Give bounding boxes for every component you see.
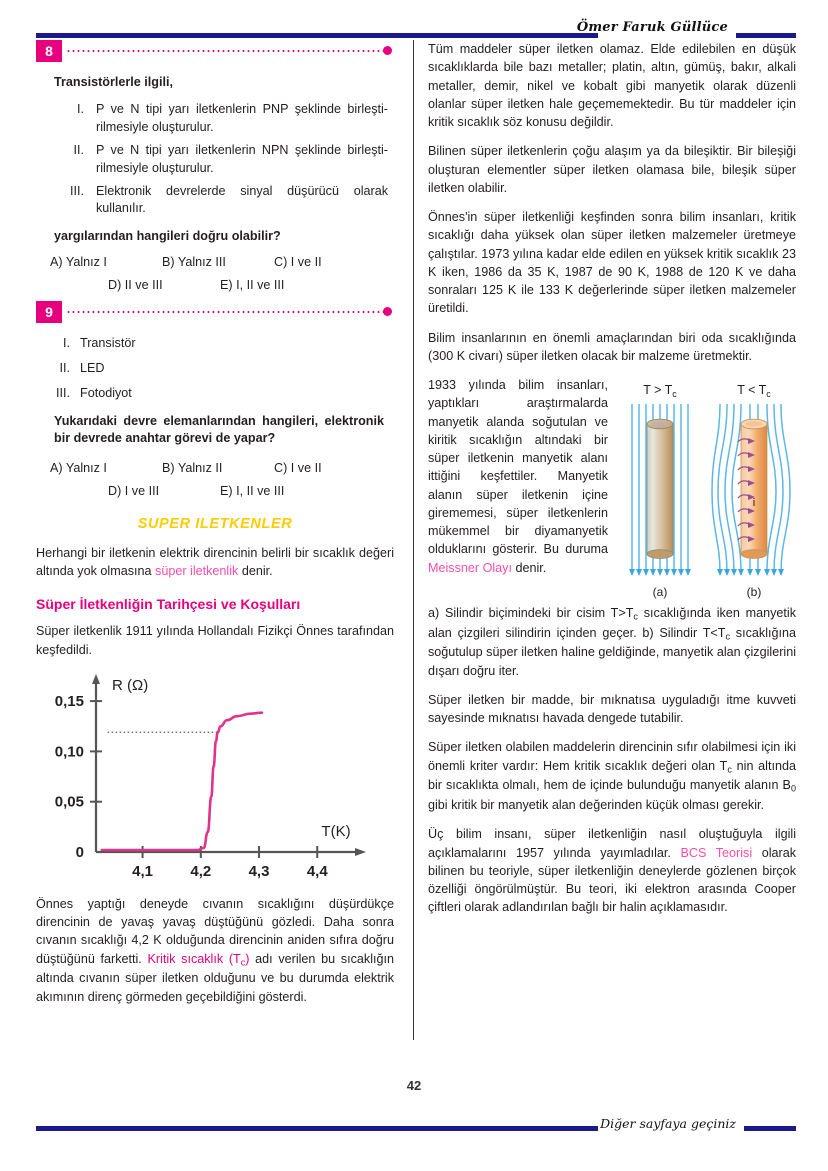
intro-paragraph xyxy=(36,544,394,581)
list-item xyxy=(36,385,380,403)
figure-caption-b: (b) xyxy=(746,585,762,599)
figcap-seg-3: sıcaklığına soğutulup süper iletken haline geldiğinde, manyetik alan çizgilerini dışarı doğru iter. xyxy=(428,625,796,678)
bcs-paragraph xyxy=(428,825,796,916)
resistance-temperature-chart xyxy=(36,670,386,885)
question-8-items xyxy=(36,101,394,218)
footer-rule-right xyxy=(744,1126,796,1131)
chart-x-tick-label: 4,4 xyxy=(306,862,328,880)
bcs-before: Üç bilim insanı, süper iletkenliğin nasıl oluştuğuyla ilgili açıklamalarını 1957 yılında yayımladılar. xyxy=(428,827,796,860)
page-footer xyxy=(36,1116,796,1140)
footer-note: Diğer sayfaya geçiniz xyxy=(600,1116,736,1131)
criteria-sub-2: 0 xyxy=(790,783,796,794)
list-item xyxy=(36,335,380,353)
item-number: II. xyxy=(59,361,70,376)
svg-text:T(K): T(K) xyxy=(321,822,351,840)
item-text: P ve N tipi yarı iletkenlerin NPN şeklinde birleşti-rilmesiyle oluşturulur. xyxy=(96,142,388,175)
question-block-9 xyxy=(36,301,394,498)
figure-caption-paragraph xyxy=(428,604,796,680)
paragraph-3: Önnes'in süper iletkenliği keşfinden sonra bilim insanları, kritik sıcaklığı daha yüksek olan süper iletken malzemeler üretmeye çalıştılar. 1973 yılına kadar elde edilen en yüksek kritik sıcaklık 23 K iken, 1986 da 35 K, 1987 de 90 K, 1988 de 120 K ve daha sonraları 125 K ile 133 K değerlerinde süper iletken malzemeler üretildi. xyxy=(428,210,796,316)
paragraph-2: Bilinen süper iletkenlerin çoğu alaşım ya da bileşiktir. Bir bileşiği oluşturan elementler süper iletken olamasa bile, bileşik süper iletken olabilir. xyxy=(428,144,796,195)
caption-part-2: adı verilen bu sıcaklığın altında cıvanın süper iletken olduğunu ve bu durumda elektrik akımının direnç görmeden geçebildiğini gösterdi. xyxy=(36,951,394,1004)
item-text: Transistör xyxy=(80,336,136,351)
option-e[interactable]: E) I, II ve III xyxy=(220,483,285,498)
question-number-badge: 9 xyxy=(36,301,62,323)
figure-caption-a: (a) xyxy=(652,585,668,599)
chart-x-tick-label: 4,1 xyxy=(132,862,154,880)
question-block-8 xyxy=(36,40,394,292)
item-number: II. xyxy=(73,142,84,157)
header-rule-left xyxy=(36,33,598,38)
question-8-ask: yargılarından hangileri doğru olabilir? xyxy=(54,229,281,244)
criteria-sub-1: c xyxy=(727,764,732,775)
intro-highlight: süper iletkenlik xyxy=(155,564,239,579)
chart-y-tick-label: 0,10 xyxy=(54,743,84,761)
question-9-items xyxy=(36,335,394,403)
item-text: Fotodiyot xyxy=(80,386,132,400)
item-text: LED xyxy=(80,361,105,376)
section-title-super-iletkenler: SUPER ILETKENLER xyxy=(137,515,293,532)
question-9-header xyxy=(36,301,394,323)
item-number: III. xyxy=(70,183,84,198)
item-number: I. xyxy=(63,336,70,351)
question-dotted-rule xyxy=(66,50,384,52)
figcap-sub-2: c xyxy=(725,631,731,642)
option-c[interactable]: C) I ve II xyxy=(274,460,322,475)
meissner-figure-svg xyxy=(620,380,796,602)
header-rule-right xyxy=(736,33,796,38)
bcs-highlight: BCS Teorisi xyxy=(680,845,753,860)
option-b[interactable]: B) Yalnız II xyxy=(162,460,223,475)
question-8-stem: Transistörlerle ilgili, xyxy=(54,75,173,89)
caption-hl-tail: ) xyxy=(245,951,250,966)
history-paragraph: Süper iletkenlik 1911 yılında Hollandalı Fizikçi Önnes tarafından keşfedildi. xyxy=(36,624,394,657)
chart-svg xyxy=(36,670,386,885)
option-row-2 xyxy=(36,484,394,498)
caption-hl-sub: c xyxy=(240,957,246,968)
question-number-badge: 8 xyxy=(36,40,62,62)
question-9-ask: Yukarıdaki devre elemanlarından hangileri, elektronik bir devrede anahtar görevi de yapar? xyxy=(54,413,384,445)
chart-y-tick-label: 0,15 xyxy=(54,692,84,710)
author-signature: Ömer Faruk Güllüce xyxy=(576,20,728,35)
svg-text:R (Ω): R (Ω) xyxy=(112,676,149,694)
criteria-seg-2: nin altında bir sıcaklıkta olmalı, hem de içinde bulunduğu manyetik alanın B xyxy=(428,758,796,793)
list-item xyxy=(36,101,388,137)
question-dotted-rule xyxy=(66,311,384,313)
meissner-after: denir. xyxy=(511,560,547,575)
question-dot-end xyxy=(383,307,392,316)
footer-rule-left xyxy=(36,1126,598,1131)
criteria-seg-1: Süper iletken olabilen maddelerin direncinin sıfır olabilmesi için iki önemli kriter vardır: Hem kritik sıcaklık değeri olan T xyxy=(428,740,796,773)
figcap-sub-1: c xyxy=(633,611,638,622)
intro-before: Herhangi bir iletkenin elektrik direncinin belirli bir sıcaklık değeri altında yok olmasına xyxy=(36,545,394,579)
chart-x-tick-label: 4,2 xyxy=(190,862,212,880)
list-item xyxy=(36,360,380,378)
meissner-effect-figure xyxy=(620,380,796,602)
list-item xyxy=(36,142,388,178)
paragraph-levitation: Süper iletken bir madde, bir mıknatısa uyguladığı itme kuvveti sayesinde mıknatısı havada dengede tutabilir. xyxy=(428,692,796,726)
criteria-seg-3: gibi kritik bir manyetik alan değerinden küçük olması gerekir. xyxy=(428,798,764,812)
option-row-1 xyxy=(36,461,394,475)
chart-x-tick-label: 4,3 xyxy=(248,862,270,880)
option-row-1 xyxy=(36,255,394,269)
page-number: 42 xyxy=(406,1078,422,1093)
question-dot-end xyxy=(383,46,392,55)
option-c[interactable]: C) I ve II xyxy=(274,255,322,270)
option-a[interactable]: A) Yalnız I xyxy=(50,255,107,270)
figcap-seg-2: sıcaklığında iken manyetik alan çizgileri silindirin içinden geçer. b) Silindir T<T xyxy=(428,606,796,640)
caption-part-1: Önnes yaptığı deneyde cıvanın sıcaklığını düşürdükçe direncinin de yavaş yavaş düştüğünü gözledi. Daha sonra cıvanın sıcaklığı 4,2 K olduğunda direncinin aniden sıfıra doğru düştüğünü farketti. xyxy=(36,896,394,966)
option-row-2 xyxy=(36,278,394,292)
option-e[interactable]: E) I, II ve III xyxy=(220,278,285,293)
column-divider xyxy=(413,40,414,1040)
item-text: P ve N tipi yarı iletkenlerin PNP şeklinde birleşti-rilmesiyle oluşturulur. xyxy=(96,102,388,134)
option-d[interactable]: D) II ve III xyxy=(108,278,163,293)
item-number: III. xyxy=(56,386,70,400)
caption-hl-text: Kritik sıcaklık (T xyxy=(147,951,241,966)
list-item xyxy=(36,183,388,219)
paragraph-4: Bilim insanlarının en önemli amaçlarından biri oda sıcaklığında (300 K civarı) süper iletken olacak bir malzeme üretmektir. xyxy=(428,330,796,363)
meissner-highlight: Meissner Olayı xyxy=(428,560,512,575)
caption-highlight xyxy=(147,952,249,966)
left-column xyxy=(36,40,394,1017)
figure-current-label: i xyxy=(752,497,756,509)
question-9-options xyxy=(36,461,394,498)
figure-label-b-title: $T < T_c$ xyxy=(737,383,771,399)
criteria-paragraph xyxy=(428,738,796,814)
chart-caption-paragraph xyxy=(36,895,394,1006)
subsection-title-tarihce: Süper İletkenliğin Tarihçesi ve Koşulları xyxy=(36,596,301,613)
option-a[interactable]: A) Yalnız I xyxy=(50,460,107,475)
right-column xyxy=(428,40,796,928)
figure-label-a-title: $T > T_c$ xyxy=(643,383,677,399)
paragraph-1: Tüm maddeler süper iletken olamaz. Elde edilebilen en düşük sıcaklıklarda bile bazı metaller; platin, altın, gümüş, bakır, alkali metaller, demir, nikel ve kobalt gibi manyetik olarak düzenli olanlar süper iletken hale geçememektedir. Bu tür maddeler için kritik sıcaklık söz konusu değildir. xyxy=(428,42,796,129)
option-b[interactable]: B) Yalnız III xyxy=(162,255,226,270)
figcap-seg-1: a) Silindir biçimindeki bir cisim T>T xyxy=(428,606,634,620)
chart-y-tick-label: 0 xyxy=(75,843,84,861)
intro-after: denir. xyxy=(238,564,273,579)
question-8-options xyxy=(36,255,394,292)
bcs-after: olarak bilinen bu teoriyle, süper iletkenliğin deneylerde gözlenen birçok özelliği öngörülmüştür. Bu teori, iki elektron arasında Cooper çiftleri olarak adlandırılan bağlı bir halin açıklamasıdır. xyxy=(428,845,796,915)
item-text: Elektronik devrelerde sinyal düşürücü olarak kullanılır. xyxy=(96,183,388,216)
question-8-header xyxy=(36,40,394,62)
chart-y-tick-label: 0,05 xyxy=(54,793,84,811)
item-number: I. xyxy=(77,102,84,116)
meissner-before: 1933 yılında bilim insanları, yaptıkları araştırmalarda manyetik alanda soğutulan ve kiritik sıcaklığın altındaki bir süper iletkenin manyetik alanı ittiğini keşfettiler. Manyetik alanın süper iletkenin içine girememesi, süper iletkenlerin mükemmel bir diyamanyetik olduklarını gösterir. Bu duruma xyxy=(428,378,608,557)
option-d[interactable]: D) I ve III xyxy=(108,483,160,498)
